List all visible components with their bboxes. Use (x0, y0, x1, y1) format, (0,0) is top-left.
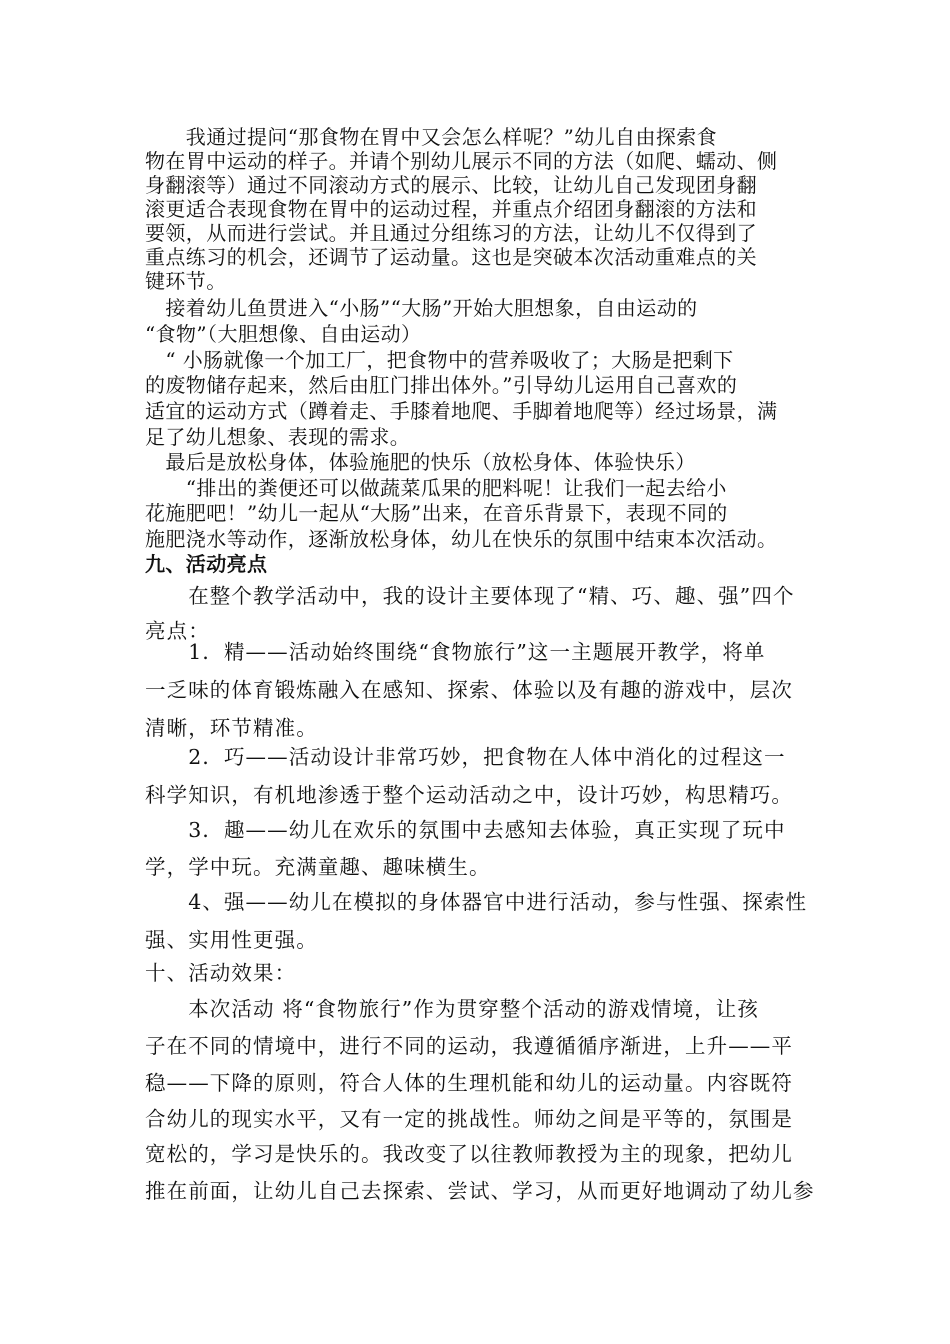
paragraph-line: 子在不同的情境中，进行不同的运动，我遵循循序渐进，上升——平 (145, 1034, 793, 1058)
paragraph-line: 花施肥吧！”幼儿一起从“大肠”出来，在音乐背景下，表现不同的 (145, 501, 728, 525)
section-heading: 九、活动亮点 (145, 552, 268, 576)
paragraph-line: 身翻滚等）通过不同滚动方式的展示、比较，让幼儿自己发现团身翻 (145, 173, 757, 197)
paragraph-line: “ 小肠就像一个加工厂，把食物中的营养吸收了；大肠是把剩下 (145, 348, 734, 372)
paragraph-line: “排出的粪便还可以做蔬菜瓜果的肥料呢！让我们一起去给小 (145, 476, 727, 500)
paragraph-line: 适宜的运动方式（蹲着走、手膝着地爬、手脚着地爬等）经过场景，满 (145, 399, 778, 423)
paragraph-line: 的废物储存起来，然后由肛门排出体外。”引导幼儿运用自己喜欢的 (145, 373, 738, 397)
paragraph-line: 接着幼儿鱼贯进入“小肠”“大肠”开始大胆想象，自由运动的 (145, 296, 698, 320)
paragraph-line: 重点练习的机会，还调节了运动量。这也是突破本次活动重难点的关 (145, 245, 757, 269)
paragraph-line: 科学知识，有机地渗透于整个运动活动之中，设计巧妙，构思精巧。 (145, 783, 793, 807)
paragraph-line: 一乏味的体育锻炼融入在感知、探索、体验以及有趣的游戏中，层次 (145, 678, 793, 702)
paragraph-line: 推在前面，让幼儿自己去探索、尝试、学习，从而更好地调动了幼儿参 (145, 1179, 815, 1203)
paragraph-line: 清晰，环节精准。 (145, 716, 318, 740)
paragraph-line: 键环节。 (145, 269, 227, 293)
paragraph-line: 最后是放松身体，体验施肥的快乐（放松身体、体验快乐） (145, 450, 696, 474)
paragraph-line: 我通过提问“那食物在胃中又会怎么样呢？”幼儿自由探索食 (145, 125, 718, 149)
paragraph-line: 1．精——活动始终围绕“食物旅行”这一主题展开教学，将单 (145, 640, 766, 664)
paragraph-line: 本次活动 将“食物旅行”作为贯穿整个活动的游戏情境，让孩 (145, 997, 759, 1021)
section-heading: 十、活动效果： (145, 961, 297, 985)
paragraph-line: 足了幼儿想象、表现的需求。 (145, 425, 411, 449)
paragraph-line: 强、实用性更强。 (145, 928, 318, 952)
paragraph-line: 要领，从而进行尝试。并且通过分组练习的方法，让幼儿不仅得到了 (145, 221, 757, 245)
paragraph-line: 稳——下降的原则，符合人体的生理机能和幼儿的运动量。内容既符 (145, 1071, 793, 1095)
paragraph-line: 滚更适合表现食物在胃中的运动过程，并重点介绍团身翻滚的方法和 (145, 197, 757, 221)
paragraph-line: 合幼儿的现实水平，又有一定的挑战性。师幼之间是平等的，氛围是 (145, 1107, 793, 1131)
paragraph-line: “食物”（大胆想像、自由运动） (145, 322, 422, 346)
paragraph-line: 3．趣——幼儿在欢乐的氛围中去感知去体验，真正实现了玩中 (145, 818, 786, 842)
paragraph-line: 施肥浇水等动作，逐渐放松身体，幼儿在快乐的氛围中结束本次活动。 (145, 527, 778, 551)
paragraph-line: 学，学中玩。充满童趣、趣味横生。 (145, 855, 491, 879)
paragraph-line: 2．巧——活动设计非常巧妙，把食物在人体中消化的过程这一 (145, 745, 786, 769)
paragraph-line: 4、强——幼儿在模拟的身体器官中进行活动，参与性强、探索性 (145, 890, 808, 914)
paragraph-line: 亮点： (145, 619, 210, 643)
paragraph-line: 物在胃中运动的样子。并请个别幼儿展示不同的方法（如爬、蠕动、侧 (145, 149, 778, 173)
paragraph-line: 在整个教学活动中，我的设计主要体现了“精、巧、趣、强”四个 (145, 584, 795, 608)
paragraph-line: 宽松的，学习是快乐的。我改变了以往教师教授为主的现象，把幼儿 (145, 1142, 793, 1166)
